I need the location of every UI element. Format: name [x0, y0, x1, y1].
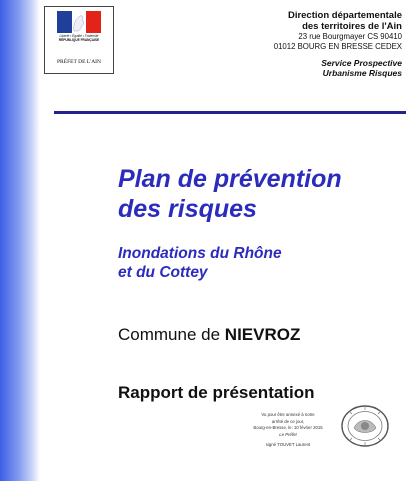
prefecture-logo — [44, 6, 114, 74]
commune-line — [118, 325, 300, 345]
header-divider — [54, 111, 406, 114]
stamp-signature: signé TOUVET Laurent — [265, 442, 311, 447]
approval-stamp — [233, 412, 343, 449]
stamp-line-1: Vu pour être annexé à notre — [261, 412, 315, 417]
service-name — [162, 58, 402, 78]
direction-line-2: des territoires de l'Ain — [302, 21, 402, 32]
logo-prefect: PRÉFET DE L'AIN — [57, 59, 101, 65]
marianne-flag-icon — [57, 11, 101, 33]
stamp-line-3: Bourg-en-Bresse, le: 10 février 2015 — [253, 425, 323, 430]
logo-republic: RÉPUBLIQUE FRANÇAISE — [58, 38, 100, 42]
stamp-line-2: arrêté de ce jour, — [271, 418, 305, 424]
issuer-block — [162, 10, 402, 78]
address-line-1: 23 rue Bourgmayer CS 90410 — [298, 32, 402, 41]
commune-label: Commune de — [118, 325, 221, 344]
commune-name: NIEVROZ — [224, 325, 301, 344]
direction-line-1: Direction départementale — [287, 10, 402, 21]
subtitle-line-2: et du Cottey — [118, 264, 208, 281]
service-line-2: Urbanisme Risques — [322, 68, 402, 78]
report-title: Rapport de présentation — [118, 383, 315, 402]
decorative-side-band — [0, 0, 40, 481]
title-line-2: des risques — [118, 195, 257, 223]
service-line-1: Service Prospective — [321, 58, 402, 68]
document-title — [118, 164, 408, 224]
prefecture-seal-icon — [340, 404, 390, 448]
title-line-1: Plan de prévention — [118, 165, 342, 193]
address-line-2: 01012 BOURG EN BRESSE CEDEX — [273, 42, 402, 51]
subtitle-line-1: Inondations du Rhône — [118, 245, 282, 262]
stamp-line-4: Le Préfet — [279, 431, 297, 437]
document-subtitle — [118, 244, 408, 282]
logo-motto: Liberté • Égalité • Fraternité — [59, 34, 99, 38]
